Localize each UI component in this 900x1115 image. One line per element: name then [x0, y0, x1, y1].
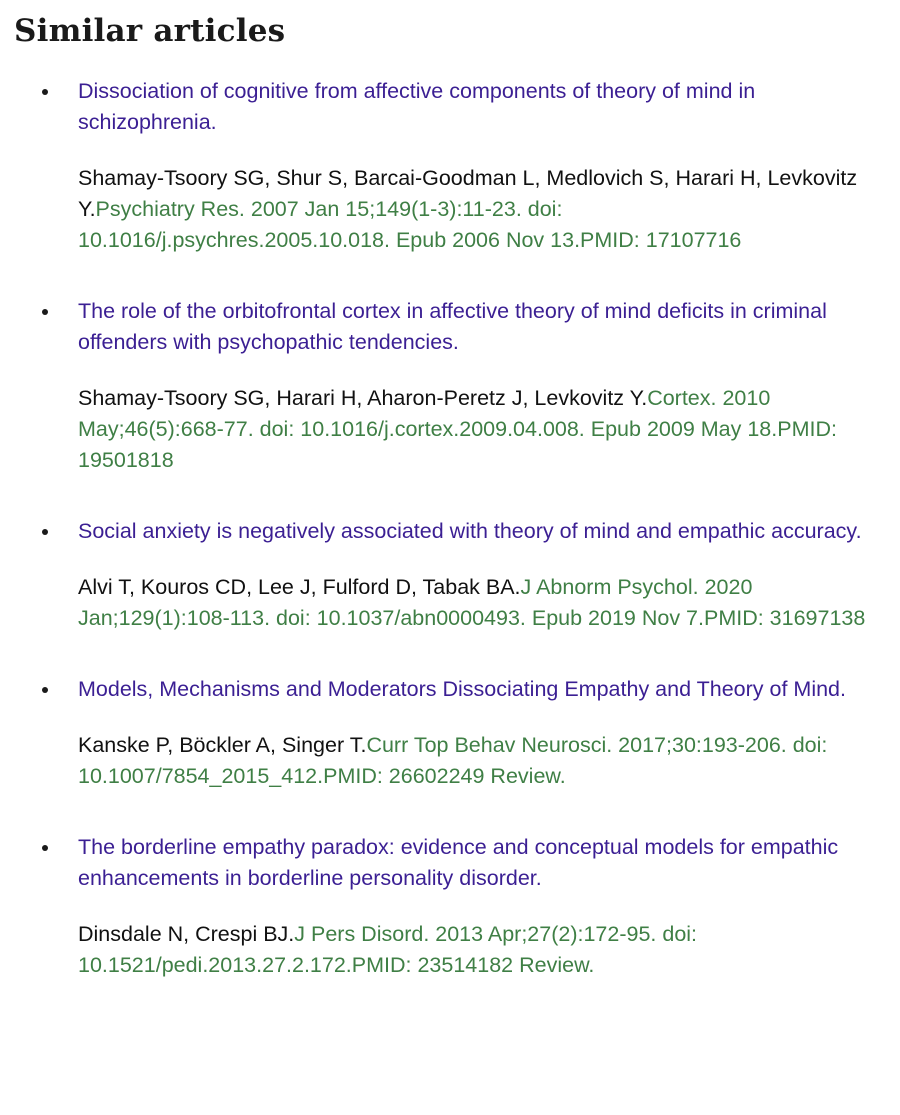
- bullet-icon: [42, 529, 48, 535]
- citation: [78, 730, 876, 792]
- bullet-icon: [42, 89, 48, 95]
- citation: [78, 919, 876, 981]
- citation-authors: Alvi T, Kouros CD, Lee J, Fulford D, Tabak BA.: [78, 575, 521, 599]
- article-title-link[interactable]: Models, Mechanisms and Moderators Dissociating Empathy and Theory of Mind.: [78, 677, 846, 701]
- citation-journal: Psychiatry Res. 2007 Jan 15;149(1-3):11-23. doi: 10.1016/j.psychres.2005.10.018. Epub 2006 Nov 13.PMID: 17107716: [78, 197, 742, 252]
- article-title-link[interactable]: Social anxiety is negatively associated with theory of mind and empathic accuracy.: [78, 519, 862, 543]
- list-item: [14, 832, 876, 981]
- citation: [78, 572, 876, 634]
- citation-authors: Shamay-Tsoory SG, Shur S, Barcai-Goodman L, Medlovich S, Harari H, Levkovitz Y.: [78, 166, 858, 221]
- citation-authors: Dinsdale N, Crespi BJ.: [78, 922, 295, 946]
- bullet-icon: [42, 309, 48, 315]
- bullet-icon: [42, 687, 48, 693]
- citation-journal: Cortex. 2010 May;46(5):668-77. doi: 10.1016/j.cortex.2009.04.008. Epub 2009 May 18.PMID: 19501818: [78, 386, 837, 472]
- list-item: [14, 76, 876, 256]
- article-list: [14, 76, 876, 981]
- citation: [78, 163, 876, 256]
- citation-authors: Shamay-Tsoory SG, Harari H, Aharon-Peretz J, Levkovitz Y.: [78, 386, 648, 410]
- list-item: [14, 674, 876, 792]
- citation-journal: J Pers Disord. 2013 Apr;27(2):172-95. doi: 10.1521/pedi.2013.27.2.172.PMID: 23514182 Review.: [78, 922, 698, 977]
- list-item: [14, 516, 876, 634]
- article-title-link[interactable]: The borderline empathy paradox: evidence and conceptual models for empathic enhancements in borderline personality disorder.: [78, 835, 839, 890]
- article-title-link[interactable]: Dissociation of cognitive from affective components of theory of mind in schizophrenia.: [78, 79, 756, 134]
- section-title: Similar articles: [14, 13, 286, 49]
- citation: [78, 383, 876, 476]
- citation-authors: Kanske P, Böckler A, Singer T.: [78, 733, 367, 757]
- article-title-link[interactable]: The role of the orbitofrontal cortex in affective theory of mind deficits in criminal offenders with psychopathic tendencies.: [78, 299, 827, 354]
- citation-journal: J Abnorm Psychol. 2020 Jan;129(1):108-113. doi: 10.1037/abn0000493. Epub 2019 Nov 7.PMID: 31697138: [78, 575, 866, 630]
- bullet-icon: [42, 845, 48, 851]
- citation-journal: Curr Top Behav Neurosci. 2017;30:193-206. doi: 10.1007/7854_2015_412.PMID: 26602249 Review.: [78, 733, 828, 788]
- list-item: [14, 296, 876, 476]
